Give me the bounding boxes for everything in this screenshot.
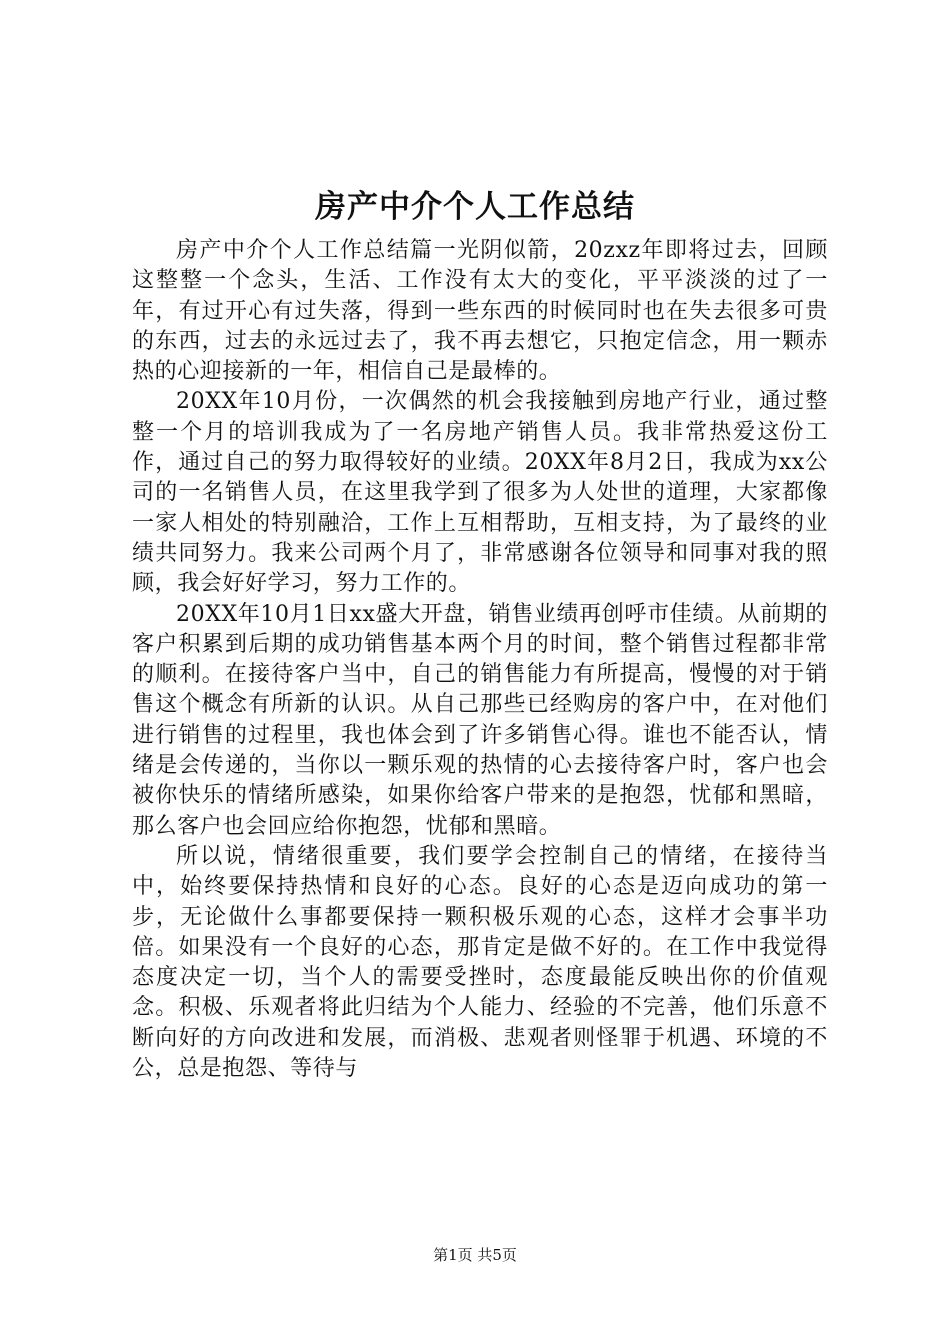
document-body xyxy=(132,236,828,1084)
page-number-footer: 第1页 共5页 xyxy=(433,1246,517,1264)
paragraph-2: 20XX年10月份，一次偶然的机会我接触到房地产行业，通过整整一个月的培训我成为了一名房地产销售人员。我非常热爱这份工作，通过自己的努力取得较好的业绩。20XX年8月2日，我成为xx公司的一名销售人员，在这里我学到了很多为人处世的道理，大家都像一家人相处的特别融洽，工作上互相帮助，互相支持，为了最终的业绩共同努力。我来公司两个月了，非常感谢各位领导和同事对我的照顾，我会好好学习，努力工作的。 xyxy=(132,389,828,597)
paragraph-4: 所以说，情绪很重要，我们要学会控制自己的情绪，在接待当中，始终要保持热情和良好的心态。良好的心态是迈向成功的第一步，无论做什么事都要保持一颗积极乐观的心态，这样才会事半功倍。如果没有一个良好的心态，那肯定是做不好的。在工作中我觉得态度决定一切，当个人的需要受挫时，态度最能反映出你的价值观念。积极、乐观者将此归结为个人能力、经验的不完善，他们乐意不断向好的方向改进和发展，而消极、悲观者则怪罪于机遇、环境的不公，总是抱怨、等待与 xyxy=(132,843,828,1082)
paragraph-3: 20XX年10月1日xx盛大开盘，销售业绩再创呼市佳绩。从前期的客户积累到后期的成功销售基本两个月的时间，整个销售过程都非常的顺利。在接待客户当中，自己的销售能力有所提高，慢慢的对于销售这个概念有所新的认识。从自己那些已经购房的客户中，在对他们进行销售的过程里，我也体会到了许多销售心得。谁也不能否认，情绪是会传递的，当你以一颗乐观的热情的心去接待客户时，客户也会被你快乐的情绪所感染，如果你给客户带来的是抱怨，忧郁和黑暗，那么客户也会回应给你抱怨，忧郁和黑暗。 xyxy=(132,601,828,839)
paragraph-1: 房产中介个人工作总结篇一光阴似箭，20zxz年即将过去，回顾这整整一个念头，生活、工作没有太大的变化，平平淡淡的过了一年，有过开心有过失落，得到一些东西的时候同时也在失去很多可贵的东西，过去的永远过去了，我不再去想它，只抱定信念，用一颗赤热的心迎接新的一年，相信自己是最棒的。 xyxy=(132,238,828,385)
document-title: 房产中介个人工作总结 xyxy=(315,189,635,225)
